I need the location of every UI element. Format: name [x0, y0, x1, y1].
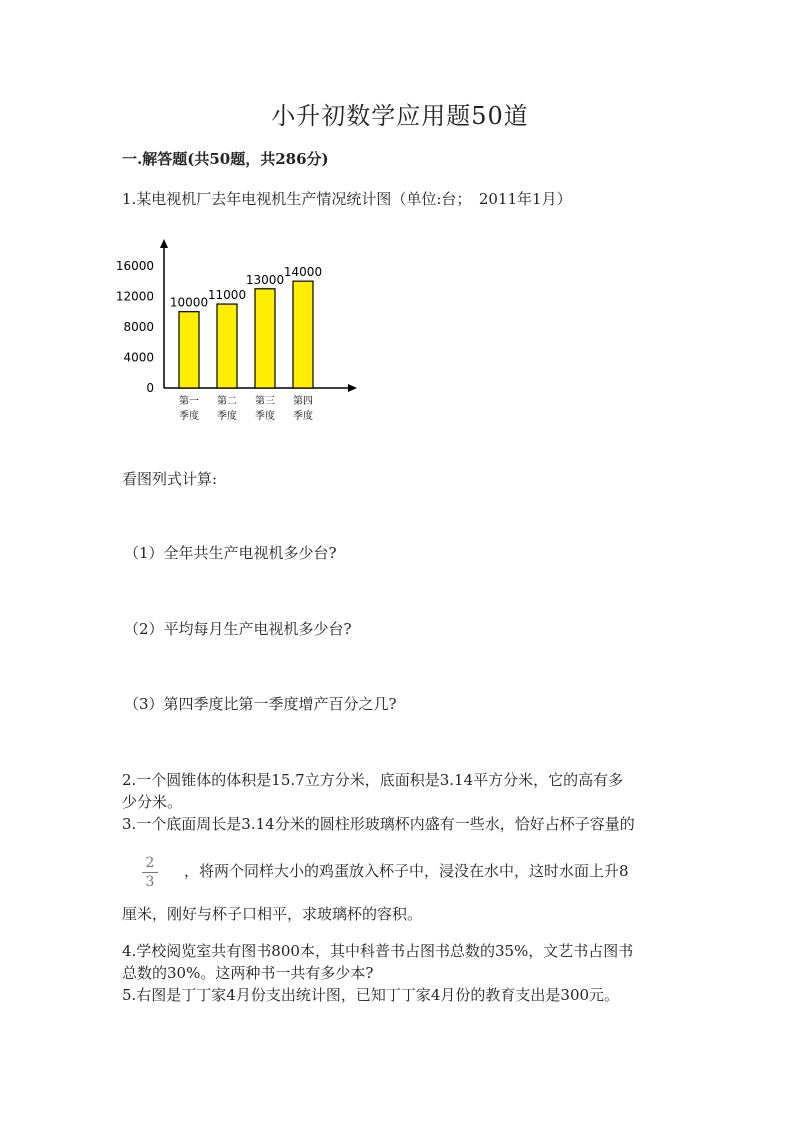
question-3-line-2: ，将两个同样大小的鸡蛋放入杯子中，浸没在水中，这时水面上升8: [184, 862, 629, 880]
question-5-text: 5.右图是丁丁家4月份支出统计图，已知丁丁家4月份的教育支出是300元。: [122, 986, 620, 1004]
fraction-numerator: 2: [145, 855, 155, 871]
x-tick-label: 季度: [217, 411, 237, 422]
x-tick-label: 季度: [293, 411, 313, 422]
fraction-denominator: 3: [145, 874, 155, 890]
question-4-line-1: 4.学校阅览室共有图书800本，其中科普书占图书总数的35%，文艺书占图书: [122, 942, 634, 960]
question-1-text: 1.某电视机厂去年电视机生产情况统计图（单位:台； 2011年1月）: [122, 190, 572, 208]
y-tick-label: 12000: [115, 289, 154, 304]
question-4-line-2: 总数的30%。这两种书一共有多少本?: [122, 964, 374, 982]
x-tick-label: 季度: [179, 411, 199, 422]
bar: [255, 289, 275, 388]
bar: [217, 304, 237, 388]
bar-value-label: 14000: [283, 265, 323, 280]
bar-value-label: 10000: [169, 295, 209, 310]
y-tick-label: 8000: [123, 319, 154, 334]
bar-chart: [112, 236, 372, 436]
x-tick-label: 第三: [255, 396, 275, 407]
question-1-instruction: 看图列式计算:: [122, 470, 218, 488]
question-1-sub-1: （1）全年共生产电视机多少台?: [124, 544, 337, 562]
y-tick-label: 16000: [115, 258, 154, 273]
bar: [179, 312, 199, 388]
x-tick-label: 季度: [255, 411, 275, 422]
y-tick-label: 4000: [123, 350, 154, 365]
y-tick-label: 0: [146, 381, 154, 395]
bar-value-label: 11000: [207, 288, 247, 303]
x-tick-label: 第四: [293, 396, 313, 407]
fraction-bar: [142, 872, 158, 873]
x-tick-label: 第一: [179, 396, 199, 407]
bar-value-label: 13000: [245, 272, 285, 287]
question-2-line-1: 2.一个圆锥体的体积是15.7立方分米，底面积是3.14平方分米，它的高有多: [122, 771, 624, 789]
question-1-sub-2: （2）平均每月生产电视机多少台?: [124, 620, 352, 638]
question-3-line-1: 3.一个底面周长是3.14分米的圆柱形玻璃杯内盛有一些水，恰好占杯子容量的: [122, 815, 635, 833]
y-axis-arrow: [160, 239, 168, 248]
page-title: 小升初数学应用题50道: [271, 102, 529, 130]
x-tick-label: 第二: [217, 396, 237, 407]
x-axis-arrow: [348, 384, 357, 392]
question-3-line-3: 厘米，刚好与杯子口相平，求玻璃杯的容积。: [122, 905, 423, 923]
question-1-sub-3: （3）第四季度比第一季度增产百分之几?: [124, 695, 397, 713]
fraction-two-thirds: [142, 855, 158, 890]
section-heading: 一.解答题(共50题，共286分): [122, 150, 329, 168]
bar: [293, 281, 313, 388]
question-2-line-2: 少分米。: [122, 793, 183, 811]
